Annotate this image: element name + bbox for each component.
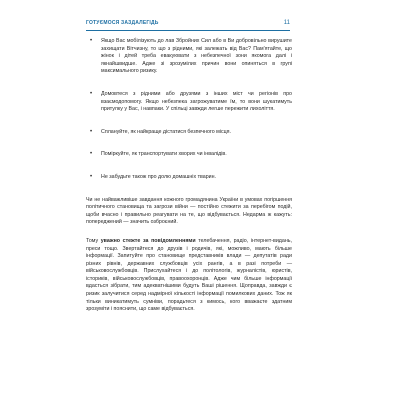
bullet-text: Домовтеся з рідними або друзями з інших міст чи регіонів про взаємодопомогу. Якщо небезпека загрожуватиме їм, то вони шукатимуть притулку у Вас, і навпаки. У спільці завжди легше пережити лихоліття. xyxy=(101,90,292,113)
header-rule xyxy=(86,30,290,31)
bullet-item xyxy=(86,129,292,137)
bullet-item xyxy=(86,151,292,159)
bullet-text: Поміркуйте, як транспортувати хворих чи інвалідів. xyxy=(101,151,227,158)
bullet-icon: • xyxy=(90,38,93,44)
bullet-text: Сплануйте, як найкраще дістатися безпечного місця. xyxy=(101,128,231,135)
paragraph: Чи не найважливіше завдання кожного громадянина України в умовах погіршення політичного становища та загрози війни — постійно стежити за перебігом подій, щоби вчасно і правильно реагувати на те, що відбувається. Недарма ж кажуть: попереджений — значить озброєний. xyxy=(86,196,292,226)
running-header-title: ГОТУЄМОСЯ ЗАЗДАЛЕГІДЬ xyxy=(86,20,159,26)
bullet-item xyxy=(86,91,292,114)
running-header xyxy=(86,20,290,26)
paragraph-emphasis: уважно стежте за повідомленнями xyxy=(100,237,196,244)
paragraph-text: телебачення, радіо, інтернет-видань, преси тощо. Звертайтеся до друзів і родичів, які, можливо, мають більше інформації. Запитуйте про становище представників влади — депутатів ради різних рівнів, державних службовців усіх рангів, а в разі потреби — військовослужбовців. Прислухайтеся і до політологів, журналістів, юристів, істориків, військовослужбовців, правоохоронців. Адже чим більше інформації вдасться зібрати, тим адекватнішими будуть Ваші рішення. Щоправда, завжди є ризик залучитися серед надмірної кількості інформації помилкових даних. Тож як тільки виникатимуть сумніви, порадьтеся з кимось, кого вважаєте здатним зрозуміти і пояснити, що саме відбувається. xyxy=(86,237,292,313)
body-text xyxy=(86,38,292,325)
bullet-icon: • xyxy=(90,90,93,97)
bullet-icon: • xyxy=(90,173,93,180)
bullet-icon: • xyxy=(90,128,93,135)
page-number: 11 xyxy=(283,20,290,26)
paragraph xyxy=(86,238,292,314)
bullet-item xyxy=(86,174,292,182)
paragraph-text: Тому xyxy=(86,237,101,244)
bullet-text: Якщо Вас мобілізують до лав Збройних Сил або в Ви добровільно вирушите захищати Вітчизну, то що з рідними, які залежать від Вас? Пам'ятайте, що жінок і дітей треба евакуювати з небезпечної зони якомога далі і якнайшвидше. Адже зі зрозумілих причин вони опиняться в групі максимального ризику. xyxy=(101,38,292,75)
bullet-icon: • xyxy=(90,151,93,158)
bullet-text: Не забудьте також про долю домашніх тварин. xyxy=(101,173,217,180)
bullet-item xyxy=(86,38,292,76)
